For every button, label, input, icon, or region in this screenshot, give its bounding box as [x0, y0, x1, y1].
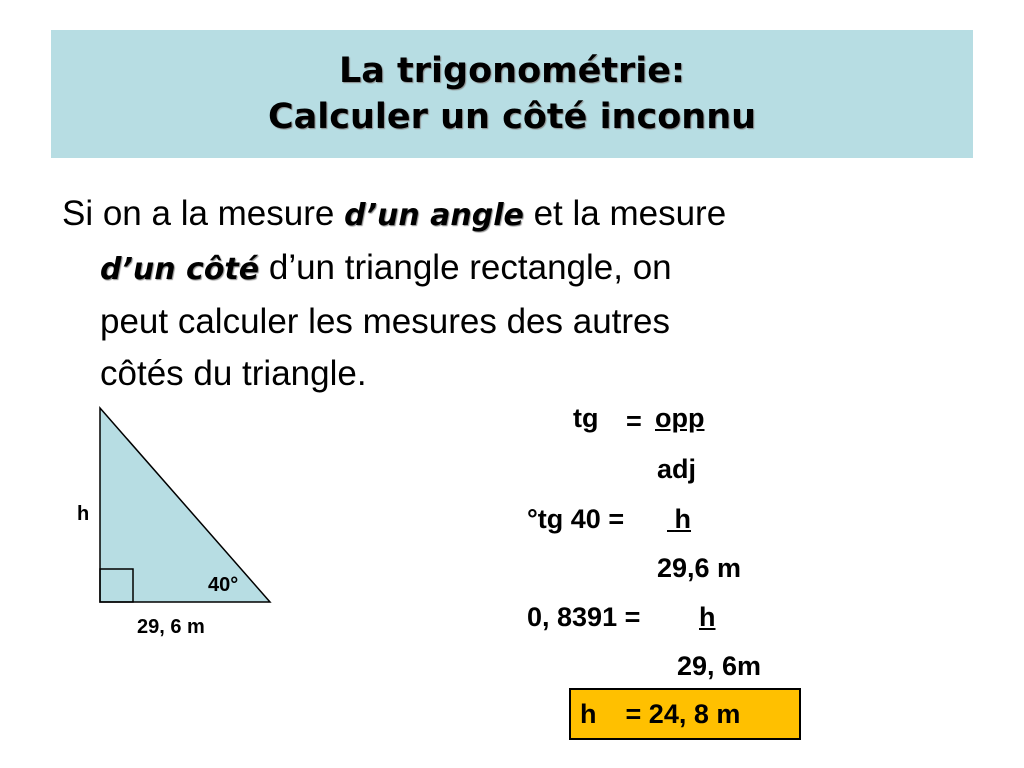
intro-line-4: côtés du triangle.	[100, 354, 367, 393]
slide-title-line-2: Calculer un côté inconnu	[267, 97, 757, 137]
base-label: 29, 6 m	[137, 616, 205, 638]
intro-text: Si on a la mesure	[62, 194, 345, 233]
tangent-label: tg	[573, 403, 599, 433]
result-value: = 24, 8 m	[625, 699, 741, 729]
adjacent-denominator: adj	[657, 454, 697, 484]
angle-label: 40°	[208, 574, 239, 596]
step2-left-side: °tg 40 =	[527, 504, 625, 534]
equals-sign: =	[626, 406, 642, 436]
step3-numerator: h	[699, 602, 716, 632]
intro-text: d’un triangle rectangle, on	[259, 248, 672, 287]
result-variable: h	[580, 699, 597, 729]
triangle-shape	[100, 408, 270, 602]
emphasis-side: d’un côté	[100, 252, 260, 287]
intro-line-3: peut calculer les mesures des autres	[100, 302, 670, 341]
step2-denominator: 29,6 m	[657, 553, 742, 583]
step3-left-side: 0, 8391 =	[527, 602, 641, 632]
intro-text: et la mesure	[523, 194, 727, 233]
emphasis-angle: d’un angle	[344, 198, 524, 233]
opposite-numerator: opp	[655, 403, 705, 433]
step3-denominator: 29, 6m	[677, 651, 762, 681]
step2-numerator: h	[674, 504, 692, 534]
result-box	[569, 688, 801, 740]
slide-title-line-1: La trigonométrie:	[338, 51, 686, 91]
height-label: h	[77, 503, 90, 525]
